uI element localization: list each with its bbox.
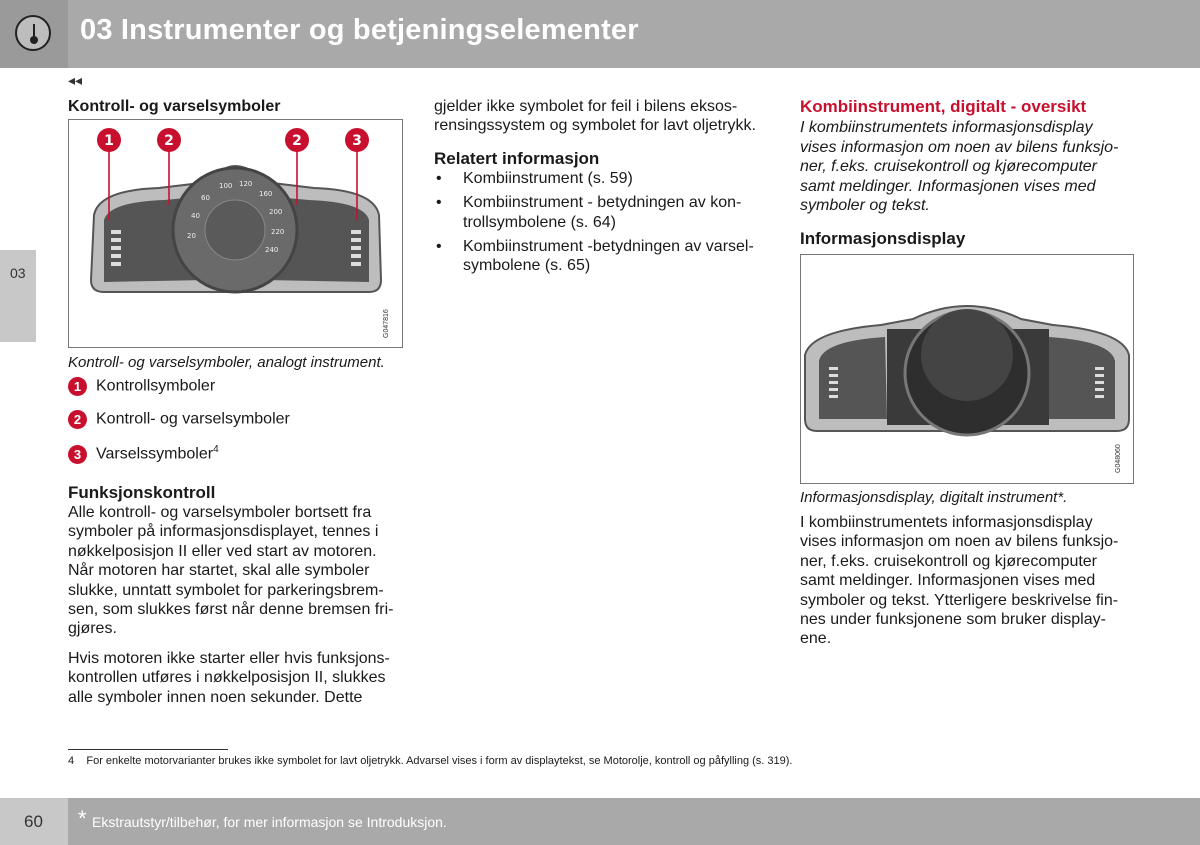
footer-bar (68, 798, 1200, 845)
paragraph: gjelder ikke symbolet for feil i bilens eksos- rensingssystem og symbolet for lavt oljetrykk. (434, 98, 756, 135)
digital-instrument-illustration (801, 255, 1133, 483)
related-link[interactable]: • Kombiinstrument -betydningen av varsel- symbolene (s. 65) (436, 238, 754, 275)
figure-marker-2a-label: 2 (164, 133, 174, 149)
section-title-related: Relatert informasjon (434, 148, 600, 168)
page-header (0, 0, 1200, 68)
intro-paragraph: I kombiinstrumentets informasjonsdisplay vises informasjon om noen av bilens funksjo- ner, f.eks. cruisekontroll og kjørecomputer samt meldinger. Informasjonen vises med symboler og tekst. (800, 119, 1119, 215)
digital-instrument-figure (800, 254, 1134, 484)
svg-text:120: 120 (239, 180, 253, 188)
functional-check-section (68, 483, 403, 707)
paragraph: I kombiinstrumentets informasjonsdisplay vises informasjon om noen av bilens funksjo- ner, f.eks. cruisekontroll og kjørecomputer samt meldinger. Informasjonen vises med symboler og tekst. Ytterligere beskrivelse fin- nes under funksjonene som bruker display- ene. (800, 514, 1119, 648)
figure-code: G048060 (1115, 444, 1122, 473)
figure-markers (97, 128, 369, 152)
figure-marker-1-label: 1 (104, 133, 114, 149)
chapter-side-tab[interactable] (0, 250, 36, 342)
footnote-text: For enkelte motorvarianter brukes ikke symbolet for lavt oljetrykk. Advarsel vises i form av displaytekst, se Motorolje, kontroll og påfylling (s. 319). (86, 755, 793, 767)
footer-note: Ekstrautstyr/tilbehør, for mer informasjon se Introduksjon. (92, 814, 447, 830)
legend-number: 1 (68, 377, 87, 396)
svg-text:220: 220 (271, 228, 285, 236)
legend-text: Kontroll- og varselsymboler (96, 410, 290, 428)
page-number: 60 (24, 812, 43, 831)
figure-code: G047816 (383, 309, 390, 338)
gauge-icon (15, 15, 51, 51)
footnote-divider (68, 749, 228, 750)
footnote-number: 4 (68, 755, 75, 767)
paragraph: Hvis motoren ikke starter eller hvis funksjons- kontrollen utføres i nøkkelposisjon II, slukkes alle symboler innen noen sekunder. Dette (68, 649, 390, 706)
svg-text:100: 100 (219, 182, 233, 190)
svg-text:240: 240 (265, 246, 279, 254)
legend-item (68, 377, 215, 396)
footnote (68, 755, 792, 767)
legend-number: 2 (68, 410, 87, 429)
section-title-info-display: Informasjonsdisplay (800, 229, 966, 249)
legend-item (68, 444, 219, 464)
figure-marker-2b-label: 2 (292, 133, 302, 149)
column-3 (800, 97, 1140, 249)
legend-text: Varselssymboler (96, 445, 214, 463)
section-title-digital-overview: Kombiinstrument, digitalt - oversikt (800, 97, 1087, 116)
section-title-control-symbols: Kontroll- og varselsymboler (68, 98, 281, 115)
footnote-ref[interactable]: 4 (213, 444, 219, 455)
section-title-functional-check: Funksjonskontroll (68, 483, 216, 502)
svg-text:60: 60 (201, 194, 210, 202)
legend-number: 3 (68, 445, 87, 464)
paragraph: Alle kontroll- og varselsymboler bortsett fra symboler på informasjonsdisplayet, tennes i nøkkelposisjon II eller ved start av motoren. Når motoren har startet, skal alle symboler slukke, unntatt symbolet for parkeringsbrem- sen, som slukkes først når denne bremsen fri- gjøres. (68, 504, 394, 638)
chapter-title: 03 Instrumenter og betjeningselementer (80, 14, 639, 46)
legend-item (68, 410, 290, 429)
related-link[interactable]: • Kombiinstrument (s. 59) (436, 169, 633, 187)
figure-caption-analog: Kontroll- og varselsymboler, analogt instrument. (68, 354, 385, 371)
svg-text:20: 20 (187, 232, 196, 240)
analog-instrument-illustration (69, 120, 402, 347)
chapter-side-tab-label: 03 (10, 265, 26, 281)
legend-text: Kontrollsymboler (96, 377, 216, 395)
svg-text:200: 200 (269, 208, 283, 216)
analog-instrument-figure (68, 119, 403, 348)
svg-text:40: 40 (191, 212, 200, 220)
figure-marker-3-label: 3 (352, 133, 362, 149)
figure-caption-digital: Informasjonsdisplay, digitalt instrument*. (800, 489, 1068, 506)
previous-page-icon[interactable]: ◂◂ (68, 72, 83, 88)
column-2 (434, 97, 774, 276)
svg-text:160: 160 (259, 190, 273, 198)
chapter-icon-box (0, 0, 68, 68)
asterisk-icon: * (78, 806, 87, 831)
page-number-box (0, 798, 68, 845)
related-link[interactable]: • Kombiinstrument - betydningen av kon- trollsymbolene (s. 64) (436, 194, 742, 231)
